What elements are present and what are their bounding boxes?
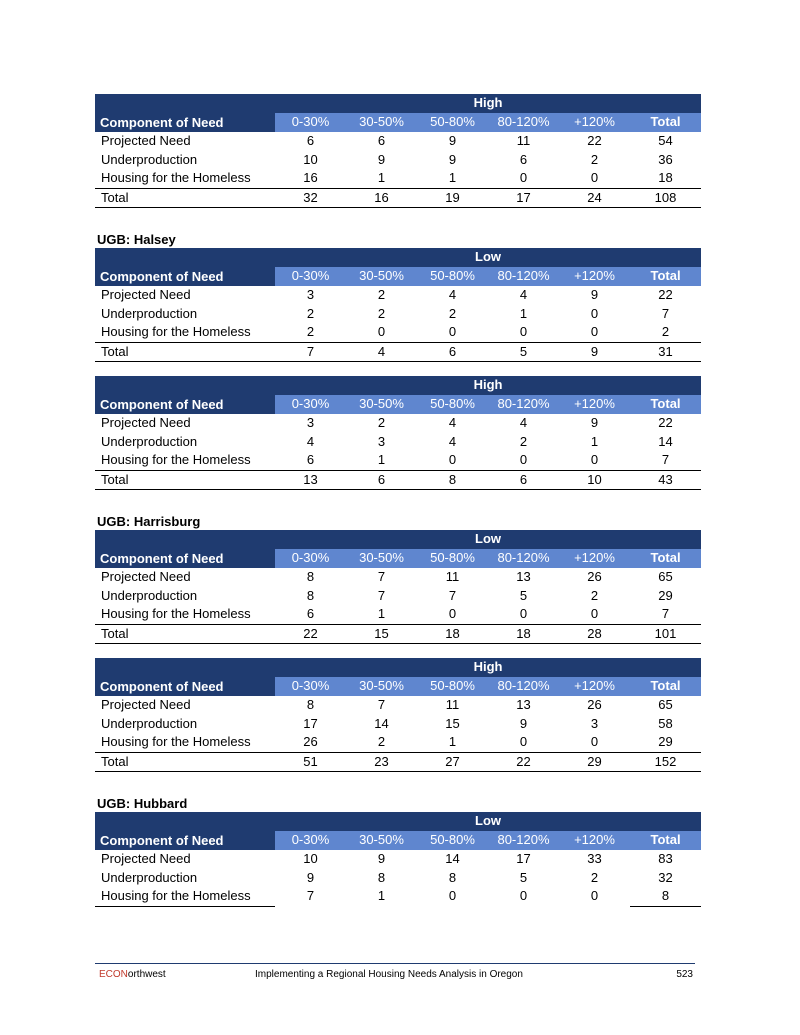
- table-cell: 15: [445, 715, 460, 731]
- table-row: [95, 568, 701, 587]
- header-column: 30-50%: [346, 677, 417, 696]
- table-cell: 14: [374, 715, 389, 731]
- row-label: Underproduction: [101, 433, 198, 449]
- table-cell: 0: [488, 451, 559, 470]
- table-cell: 0: [559, 323, 630, 342]
- scenario-spacer: [95, 376, 275, 395]
- table-cell: 8: [306, 587, 315, 603]
- scenario-row: [95, 812, 701, 831]
- table-row: [95, 305, 701, 324]
- table-cell: 17: [516, 851, 531, 866]
- header-column: 80-120%: [488, 677, 559, 696]
- scenario-spacer: [95, 248, 275, 267]
- table-cell: 8: [448, 869, 457, 885]
- block-gap: [95, 772, 701, 796]
- row-label: Housing for the Homeless: [95, 323, 275, 342]
- table-cell: 7: [661, 305, 670, 321]
- total-row: [95, 188, 701, 208]
- table-row: [95, 696, 701, 715]
- table-cell: 1: [519, 305, 528, 321]
- table-cell: 58: [658, 715, 673, 731]
- row-label: Projected Need: [101, 287, 191, 302]
- total-cell: 6: [346, 470, 417, 490]
- table-cell: 3: [306, 287, 315, 302]
- tables-container: [95, 94, 701, 907]
- header-row: [95, 831, 701, 850]
- header-column: 30-50%: [346, 549, 417, 568]
- scenario-spacer: [95, 812, 275, 831]
- table-row: [95, 169, 701, 188]
- total-label: Total: [95, 470, 275, 490]
- ugb-block: [95, 94, 701, 208]
- table-cell: 9: [377, 151, 386, 167]
- header-row: [95, 395, 701, 414]
- header-column: 50-80%: [417, 831, 488, 850]
- table-row: [95, 286, 701, 305]
- table-cell: 10: [303, 151, 318, 167]
- table-cell: 18: [630, 169, 701, 188]
- table-cell: 1: [346, 451, 417, 470]
- header-column: Total: [630, 395, 701, 414]
- row-label: Underproduction: [101, 305, 198, 321]
- table-cell: 14: [445, 851, 460, 866]
- table-cell: 0: [590, 888, 599, 904]
- total-label: Total: [95, 342, 275, 362]
- table-cell: 1: [417, 733, 488, 752]
- table-cell: 0: [590, 305, 599, 321]
- scenario-row: [95, 658, 701, 677]
- table-cell: 8: [377, 869, 386, 885]
- table-row: [95, 715, 701, 734]
- table-cell: 7: [377, 587, 386, 603]
- total-cell: 23: [346, 752, 417, 772]
- row-label: Underproduction: [101, 587, 198, 603]
- header-row: [95, 113, 701, 132]
- row-label: Underproduction: [101, 715, 198, 731]
- table-cell: 0: [417, 451, 488, 470]
- table-cell: 22: [658, 287, 673, 302]
- table-cell: 6: [306, 133, 315, 148]
- header-column: 50-80%: [417, 113, 488, 132]
- total-cell: 18: [488, 624, 559, 644]
- table-cell: 13: [516, 697, 531, 712]
- header-column: 30-50%: [346, 113, 417, 132]
- ugb-block: [95, 658, 701, 772]
- total-cell: 16: [346, 188, 417, 208]
- scenario-label: High: [275, 658, 701, 677]
- table-cell: 4: [519, 415, 528, 430]
- table-row: [95, 733, 701, 752]
- header-column: 50-80%: [417, 395, 488, 414]
- header-column: 80-120%: [488, 395, 559, 414]
- table-cell: 1: [377, 888, 386, 904]
- table-cell: 0: [488, 169, 559, 188]
- table-row: [95, 414, 701, 433]
- table-row: [95, 433, 701, 452]
- table-cell: 6: [275, 605, 346, 624]
- total-cell: 7: [275, 342, 346, 362]
- scenario-label: High: [275, 376, 701, 395]
- brand-econ: ECON: [99, 969, 128, 980]
- header-column: Total: [630, 549, 701, 568]
- table-row: [95, 869, 701, 888]
- scenario-row: [95, 248, 701, 267]
- block-gap: [95, 208, 701, 232]
- total-row: [95, 470, 701, 490]
- scenario-row: [95, 376, 701, 395]
- total-cell: 22: [488, 752, 559, 772]
- total-cell: 101: [630, 624, 701, 644]
- table-cell: 3: [306, 415, 315, 430]
- header-column: 50-80%: [417, 549, 488, 568]
- footer-title: Implementing a Regional Housing Needs Analysis in Oregon: [255, 969, 523, 980]
- header-column: 0-30%: [275, 549, 346, 568]
- scenario-spacer: [95, 530, 275, 549]
- table-cell: 2: [346, 733, 417, 752]
- table-row: [95, 151, 701, 170]
- total-label: Total: [95, 624, 275, 644]
- table-cell: 0: [519, 888, 528, 904]
- table-cell: 1: [590, 433, 599, 449]
- ugb-block: [95, 796, 701, 907]
- need-table: [95, 812, 701, 907]
- header-column: +120%: [559, 549, 630, 568]
- table-cell: 22: [587, 133, 602, 148]
- table-cell: 11: [445, 569, 460, 584]
- total-cell: 6: [488, 470, 559, 490]
- row-label: Underproduction: [101, 151, 198, 167]
- table-cell: 9: [590, 415, 599, 430]
- header-column: 50-80%: [417, 677, 488, 696]
- header-component: Component of Need: [95, 395, 275, 414]
- table-row: [95, 587, 701, 606]
- total-cell: 10: [559, 470, 630, 490]
- table-cell: 13: [516, 569, 531, 584]
- table-cell: 4: [448, 433, 457, 449]
- table-cell: 2: [590, 151, 599, 167]
- header-row: [95, 267, 701, 286]
- header-column: 30-50%: [346, 395, 417, 414]
- row-label: Projected Need: [101, 569, 191, 584]
- table-cell: 8: [306, 569, 315, 584]
- table-cell: 0: [559, 733, 630, 752]
- table-cell: 9: [306, 869, 315, 885]
- header-column: 0-30%: [275, 113, 346, 132]
- table-cell: 2: [630, 323, 701, 342]
- header-column: 0-30%: [275, 267, 346, 286]
- table-cell: 2: [306, 305, 315, 321]
- ugb-block: [95, 232, 701, 362]
- table-cell: 2: [519, 433, 528, 449]
- block-gap: [95, 644, 701, 658]
- page-footer: [95, 963, 695, 986]
- table-cell: 6: [275, 451, 346, 470]
- total-cell: 4: [346, 342, 417, 362]
- table-cell: 0: [488, 323, 559, 342]
- header-component: Component of Need: [95, 677, 275, 696]
- table-row: [95, 887, 701, 906]
- table-cell: 17: [303, 715, 318, 731]
- table-cell: 4: [448, 415, 457, 430]
- table-cell: 6: [377, 133, 386, 148]
- table-cell: 54: [658, 133, 673, 148]
- header-component: Component of Need: [95, 267, 275, 286]
- header-column: Total: [630, 677, 701, 696]
- table-cell: 2: [448, 305, 457, 321]
- header-column: Total: [630, 267, 701, 286]
- table-cell: 9: [519, 715, 528, 731]
- header-column: 30-50%: [346, 831, 417, 850]
- table-cell: 29: [658, 587, 673, 603]
- table-cell: 7: [630, 605, 701, 624]
- header-column: 80-120%: [488, 831, 559, 850]
- total-cell: 18: [417, 624, 488, 644]
- table-cell: 1: [346, 169, 417, 188]
- table-cell: 14: [658, 433, 673, 449]
- table-cell: 29: [630, 733, 701, 752]
- total-cell: 13: [275, 470, 346, 490]
- scenario-label: Low: [275, 812, 701, 831]
- total-cell: 32: [275, 188, 346, 208]
- header-column: +120%: [559, 113, 630, 132]
- scenario-label: Low: [275, 248, 701, 267]
- total-label: Total: [95, 752, 275, 772]
- table-row: [95, 605, 701, 624]
- table-cell: 3: [590, 715, 599, 731]
- total-cell: 51: [275, 752, 346, 772]
- header-column: 80-120%: [488, 113, 559, 132]
- total-cell: 6: [417, 342, 488, 362]
- need-table: [95, 376, 701, 490]
- table-cell: 26: [587, 569, 602, 584]
- header-column: 30-50%: [346, 267, 417, 286]
- total-cell: 28: [559, 624, 630, 644]
- header-column: 0-30%: [275, 831, 346, 850]
- table-cell: 0: [488, 605, 559, 624]
- total-cell: 22: [275, 624, 346, 644]
- total-label: Total: [95, 188, 275, 208]
- header-column: 0-30%: [275, 677, 346, 696]
- table-cell: 16: [275, 169, 346, 188]
- ugb-block: [95, 376, 701, 490]
- ugb-title: UGB: Halsey: [97, 232, 176, 247]
- table-cell: 65: [658, 697, 673, 712]
- table-cell: 2: [590, 869, 599, 885]
- block-gap: [95, 490, 701, 514]
- row-label: Housing for the Homeless: [95, 733, 275, 752]
- table-cell: 0: [448, 888, 457, 904]
- table-cell: 6: [519, 151, 528, 167]
- total-cell: 15: [346, 624, 417, 644]
- header-component: Component of Need: [95, 831, 275, 850]
- table-row: [95, 850, 701, 869]
- table-cell: 7: [306, 888, 315, 904]
- table-cell: 5: [519, 587, 528, 603]
- brand-northwest: orthwest: [127, 969, 166, 980]
- table-cell: 11: [445, 697, 460, 712]
- block-gap: [95, 362, 701, 376]
- row-label: Projected Need: [101, 851, 191, 866]
- table-cell: 10: [303, 851, 318, 866]
- need-table: [95, 530, 701, 644]
- page-number: 523: [676, 969, 693, 980]
- header-column: 0-30%: [275, 395, 346, 414]
- table-cell: 2: [590, 587, 599, 603]
- table-cell: 7: [630, 451, 701, 470]
- table-cell: 7: [448, 587, 457, 603]
- header-column: +120%: [559, 395, 630, 414]
- header-row: [95, 549, 701, 568]
- table-cell: 0: [417, 323, 488, 342]
- ugb-block: [95, 514, 701, 644]
- total-cell: 27: [417, 752, 488, 772]
- table-cell: 4: [519, 287, 528, 302]
- table-cell: 7: [377, 697, 386, 712]
- table-cell: 0: [559, 451, 630, 470]
- table-cell: 0: [346, 323, 417, 342]
- scenario-row: [95, 530, 701, 549]
- header-column: +120%: [559, 267, 630, 286]
- total-cell: 9: [559, 342, 630, 362]
- table-cell: 33: [587, 851, 602, 866]
- header-column: 80-120%: [488, 267, 559, 286]
- header-column: 50-80%: [417, 267, 488, 286]
- table-cell: 0: [559, 605, 630, 624]
- table-cell: 65: [658, 569, 673, 584]
- table-row: [95, 132, 701, 151]
- row-label: Projected Need: [101, 697, 191, 712]
- total-cell: 108: [630, 188, 701, 208]
- table-cell: 8: [630, 887, 701, 906]
- table-cell: 36: [658, 151, 673, 167]
- total-cell: 29: [559, 752, 630, 772]
- total-row: [95, 624, 701, 644]
- table-cell: 9: [377, 851, 386, 866]
- row-label: Projected Need: [101, 415, 191, 430]
- table-cell: 2: [377, 415, 386, 430]
- table-cell: 2: [377, 305, 386, 321]
- table-cell: 83: [658, 851, 673, 866]
- header-column: Total: [630, 831, 701, 850]
- table-cell: 9: [590, 287, 599, 302]
- scenario-spacer: [95, 658, 275, 677]
- total-cell: 17: [488, 188, 559, 208]
- table-cell: 3: [377, 433, 386, 449]
- table-cell: 1: [346, 605, 417, 624]
- total-cell: 8: [417, 470, 488, 490]
- table-cell: 9: [448, 133, 457, 148]
- header-column: Total: [630, 113, 701, 132]
- table-cell: 26: [275, 733, 346, 752]
- total-cell: 19: [417, 188, 488, 208]
- total-cell: 31: [630, 342, 701, 362]
- scenario-row: [95, 94, 701, 113]
- need-table: [95, 248, 701, 362]
- total-cell: 152: [630, 752, 701, 772]
- total-row: [95, 752, 701, 772]
- table-cell: 26: [587, 697, 602, 712]
- row-label: Housing for the Homeless: [95, 887, 275, 906]
- total-cell: 43: [630, 470, 701, 490]
- table-cell: 4: [448, 287, 457, 302]
- table-cell: 9: [448, 151, 457, 167]
- table-cell: 2: [377, 287, 386, 302]
- table-cell: 32: [658, 869, 673, 885]
- ugb-title: UGB: Harrisburg: [97, 514, 201, 529]
- table-cell: 8: [306, 697, 315, 712]
- row-label: Underproduction: [101, 869, 198, 885]
- table-cell: 22: [658, 415, 673, 430]
- header-column: +120%: [559, 831, 630, 850]
- table-cell: 0: [417, 605, 488, 624]
- footer-brand: [99, 969, 166, 980]
- table-cell: 2: [275, 323, 346, 342]
- table-row: [95, 323, 701, 342]
- need-table: [95, 658, 701, 772]
- table-row: [95, 451, 701, 470]
- total-row: [95, 342, 701, 362]
- total-cell: 5: [488, 342, 559, 362]
- header-component: Component of Need: [95, 549, 275, 568]
- table-cell: 5: [519, 869, 528, 885]
- row-label: Housing for the Homeless: [95, 451, 275, 470]
- table-cell: 1: [417, 169, 488, 188]
- table-cell: 4: [306, 433, 315, 449]
- row-label: Housing for the Homeless: [95, 169, 275, 188]
- scenario-spacer: [95, 94, 275, 113]
- row-label: Housing for the Homeless: [95, 605, 275, 624]
- header-column: +120%: [559, 677, 630, 696]
- total-cell: 24: [559, 188, 630, 208]
- header-component: Component of Need: [95, 113, 275, 132]
- header-column: 80-120%: [488, 549, 559, 568]
- table-cell: 11: [516, 133, 531, 148]
- header-row: [95, 677, 701, 696]
- table-cell: 0: [559, 169, 630, 188]
- ugb-title: UGB: Hubbard: [97, 796, 188, 811]
- scenario-label: High: [275, 94, 701, 113]
- row-label: Projected Need: [101, 133, 191, 148]
- scenario-label: Low: [275, 530, 701, 549]
- table-cell: 0: [488, 733, 559, 752]
- need-table: [95, 94, 701, 208]
- table-cell: 7: [377, 569, 386, 584]
